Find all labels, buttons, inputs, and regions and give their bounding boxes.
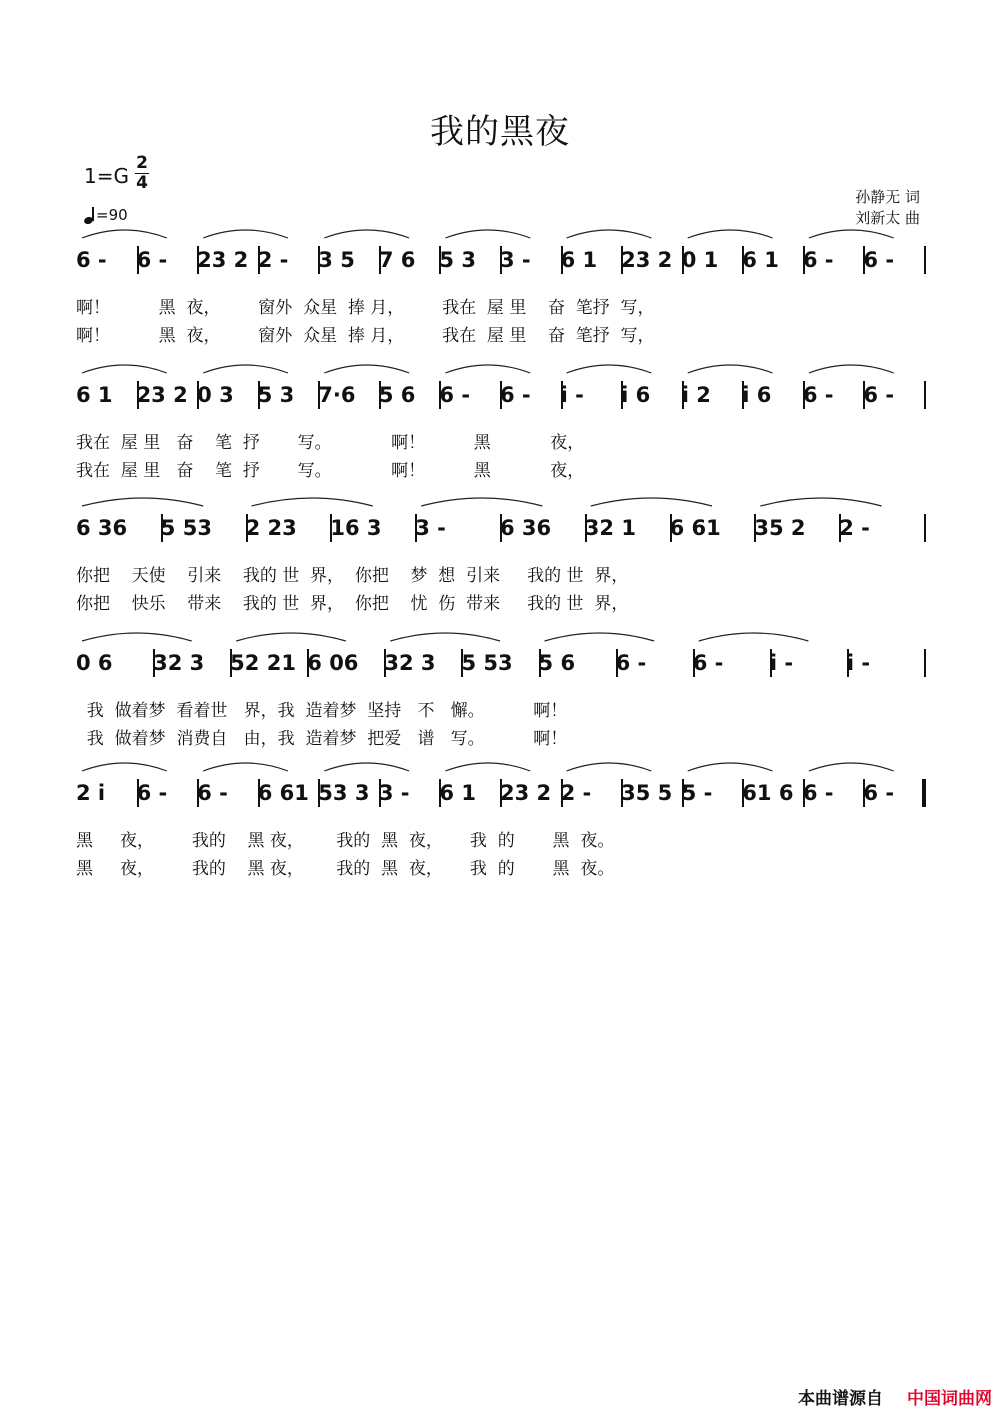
- measure-notes: 6 06: [307, 651, 359, 675]
- barline: [924, 381, 926, 409]
- source-site: 中国词曲网: [907, 1389, 992, 1409]
- notes-line: [76, 508, 924, 548]
- measure-notes: 6 1: [439, 781, 476, 805]
- measure: [461, 643, 538, 683]
- slur-arc: [688, 763, 773, 771]
- barline: [924, 514, 926, 542]
- lyric-line: 你把 快乐 带来 我的 世 界， 你把 忧 伤 带来 我的 世 界，: [76, 594, 629, 614]
- measure-notes: 0 3: [197, 383, 234, 407]
- measure-notes: 3 5: [318, 248, 355, 272]
- measure: [539, 643, 616, 683]
- measure: [76, 375, 137, 415]
- lyric-line: 你把 天使 引来 我的 世 界， 你把 梦 想 引来 我的 世 界，: [76, 566, 629, 586]
- measure-notes: 5 3: [439, 248, 476, 272]
- measure: [754, 508, 839, 548]
- measure-notes: 6 -: [802, 248, 834, 272]
- source-label: 本曲谱源自: [798, 1389, 883, 1409]
- slur-arc: [445, 365, 530, 373]
- measure-notes: 6 -: [76, 248, 107, 272]
- measure: [379, 773, 440, 813]
- measure-notes: 32 1: [584, 516, 636, 540]
- measure-notes: 6 1: [76, 383, 113, 407]
- lyricist: 孙静无 词: [855, 188, 920, 206]
- slur-arc: [82, 633, 192, 641]
- measure: [246, 508, 331, 548]
- measure-notes: 32 3: [153, 651, 205, 675]
- slur-arc: [445, 230, 530, 238]
- slur-arc: [390, 633, 500, 641]
- slur-arc: [445, 763, 530, 771]
- barline: [922, 779, 926, 807]
- measure: [500, 508, 585, 548]
- measure: [137, 773, 198, 813]
- measure-notes: 6 36: [76, 516, 128, 540]
- barline: [924, 649, 926, 677]
- slur-arc: [699, 633, 809, 641]
- measure-notes: 6 -: [615, 651, 647, 675]
- measure: [621, 773, 682, 813]
- measure: [561, 240, 622, 280]
- slur-arc: [203, 365, 288, 373]
- slur-arc: [567, 365, 652, 373]
- slur-arc: [203, 763, 288, 771]
- slur-arc: [236, 633, 346, 641]
- slur-arc: [82, 230, 167, 238]
- measure-notes: 52 21: [230, 651, 296, 675]
- measure-notes: 6 1: [742, 248, 779, 272]
- measure-notes: 5 53: [160, 516, 212, 540]
- score-system: [76, 643, 924, 753]
- score-system: [76, 240, 924, 350]
- measure: [439, 375, 500, 415]
- measure-notes: 6 -: [802, 781, 834, 805]
- measure: [742, 773, 803, 813]
- measure-notes: 0 6: [76, 651, 113, 675]
- measure-notes: 2 -: [257, 248, 289, 272]
- measure: [500, 773, 561, 813]
- measure: [307, 643, 384, 683]
- lyric-line: 我在 屋 里 奋 笔 抒 写。 啊！ 黑 夜，: [76, 433, 585, 453]
- lyric-line: 我 做着梦 看着世 界，我 造着梦 坚持 不 懈。 啊！: [76, 701, 568, 721]
- measure: [258, 240, 319, 280]
- measure: [137, 375, 198, 415]
- measure-notes: 7·6: [318, 383, 356, 407]
- measure: [670, 508, 755, 548]
- measure-notes: 32 3: [384, 651, 436, 675]
- measure-notes: 6 -: [197, 781, 228, 805]
- notes-line: [76, 240, 924, 280]
- measure: [742, 240, 803, 280]
- slur-arc: [252, 498, 373, 506]
- measure: [621, 240, 682, 280]
- measure-notes: i -: [846, 651, 871, 675]
- measure: [742, 375, 803, 415]
- measure: [693, 643, 770, 683]
- slur-arc: [82, 365, 167, 373]
- measure-notes: 6 1: [560, 248, 598, 272]
- slur-arc: [688, 230, 773, 238]
- measure: [76, 508, 161, 548]
- measure-notes: 3 -: [378, 781, 410, 805]
- measure: [682, 773, 743, 813]
- measure: [76, 773, 137, 813]
- composer: 刘新太 曲: [855, 209, 920, 227]
- measure-notes: 6 -: [863, 248, 895, 272]
- measure: [682, 240, 743, 280]
- measure-notes: i -: [769, 651, 794, 675]
- lyric-line: 黑 夜， 我的 黑 夜， 我的 黑 夜， 我 的 黑 夜。: [76, 831, 615, 851]
- slur-marks: [76, 486, 924, 508]
- measure: [585, 508, 670, 548]
- measure-notes: 2 -: [839, 516, 870, 540]
- score-system: [76, 773, 924, 883]
- slur-arc: [324, 230, 409, 238]
- measure-notes: 5 6: [538, 651, 576, 675]
- measure: [863, 375, 924, 415]
- measure-notes: 6 61: [669, 516, 721, 540]
- slur-arc: [688, 365, 773, 373]
- measure-notes: 6 -: [439, 383, 471, 407]
- measure-notes: 23 2: [197, 248, 249, 272]
- measure: [863, 773, 924, 813]
- measure-notes: 2 -: [560, 781, 592, 805]
- measure: [847, 643, 924, 683]
- score-system: [76, 508, 924, 618]
- time-signature: [134, 154, 150, 193]
- tempo-value: =90: [96, 206, 128, 224]
- measure: [616, 643, 693, 683]
- measure-notes: 16 3: [330, 516, 382, 540]
- measure: [770, 643, 847, 683]
- slur-marks: [76, 751, 924, 773]
- measure: [197, 773, 258, 813]
- measure: [76, 240, 137, 280]
- meter-top: 2: [136, 153, 148, 173]
- measure: [803, 240, 864, 280]
- barline: [924, 246, 926, 274]
- measure: [839, 508, 924, 548]
- notes-line: [76, 643, 924, 683]
- measure-notes: 6 61: [257, 781, 309, 805]
- lyric-line: 我在 屋 里 奋 笔 抒 写。 啊！ 黑 夜，: [76, 461, 585, 481]
- measure-notes: 23 2: [136, 383, 188, 407]
- source-footer: [798, 1384, 992, 1409]
- measure-notes: i 6: [621, 383, 651, 407]
- measure: [230, 643, 307, 683]
- measure-notes: 6 -: [136, 248, 168, 272]
- measure: [682, 375, 743, 415]
- slur-marks: [76, 621, 924, 643]
- measure-notes: i 6: [742, 383, 772, 407]
- measure-notes: 3 -: [500, 248, 531, 272]
- lyric-line: 黑 夜， 我的 黑 夜， 我的 黑 夜， 我 的 黑 夜。: [76, 859, 615, 879]
- meter-bottom: 4: [136, 173, 148, 193]
- measure: [197, 375, 258, 415]
- measure: [439, 240, 500, 280]
- measure: [863, 240, 924, 280]
- measure: [258, 773, 319, 813]
- measure-notes: 3 -: [415, 516, 446, 540]
- measure-notes: 5 -: [681, 781, 713, 805]
- measure-notes: 2 23: [245, 516, 297, 540]
- measure-notes: 6 -: [863, 781, 895, 805]
- measure-notes: 23 2: [621, 248, 673, 272]
- measure: [379, 240, 440, 280]
- song-title: 我的黑夜: [430, 112, 570, 152]
- slur-arc: [809, 230, 894, 238]
- measure: [561, 375, 622, 415]
- measure: [561, 773, 622, 813]
- measure-notes: 61 6: [742, 781, 794, 805]
- measure-notes: 23 2: [500, 781, 552, 805]
- slur-arc: [82, 763, 167, 771]
- slur-arc: [545, 633, 655, 641]
- measure-notes: 35 2: [754, 516, 806, 540]
- measure: [415, 508, 500, 548]
- measure: [318, 240, 379, 280]
- measure-notes: 6 -: [692, 651, 724, 675]
- measure: [153, 643, 230, 683]
- measure-notes: 6 36: [500, 516, 552, 540]
- lyric-line: 啊！ 黑 夜， 窗外 众星 捧 月， 我在 屋 里 奋 笔抒 写，: [76, 326, 655, 346]
- score-system: [76, 375, 924, 485]
- lyric-line: 我 做着梦 消费自 由，我 造着梦 把爱 谱 写。 啊！: [76, 729, 568, 749]
- slur-arc: [324, 763, 409, 771]
- measure: [318, 773, 379, 813]
- measure: [500, 240, 561, 280]
- measure: [803, 375, 864, 415]
- measure: [258, 375, 319, 415]
- measure: [197, 240, 258, 280]
- measure: [76, 643, 153, 683]
- measure: [439, 773, 500, 813]
- measure-notes: 6 -: [136, 781, 168, 805]
- slur-marks: [76, 353, 924, 375]
- slur-arc: [324, 365, 409, 373]
- slur-arc: [203, 230, 288, 238]
- measure: [161, 508, 246, 548]
- slur-arc: [809, 763, 894, 771]
- slur-arc: [82, 498, 203, 506]
- measure: [379, 375, 440, 415]
- measure: [384, 643, 461, 683]
- slur-arc: [567, 763, 652, 771]
- key-signature: 1=G: [84, 164, 129, 188]
- measure: [500, 375, 561, 415]
- slur-arc: [591, 498, 712, 506]
- measure-notes: 5 53: [461, 651, 513, 675]
- measure-notes: i -: [560, 383, 584, 407]
- measure-notes: 2 i: [76, 781, 106, 805]
- measure: [330, 508, 415, 548]
- measure-notes: 5 3: [257, 383, 295, 407]
- measure: [621, 375, 682, 415]
- measure-notes: i 2: [681, 383, 711, 407]
- slur-arc: [567, 230, 652, 238]
- lyric-line: 啊！ 黑 夜， 窗外 众星 捧 月， 我在 屋 里 奋 笔抒 写，: [76, 298, 655, 318]
- measure: [318, 375, 379, 415]
- measure-notes: 53 3: [318, 781, 370, 805]
- measure-notes: 7 6: [378, 248, 416, 272]
- measure-notes: 35 5: [621, 781, 673, 805]
- notes-line: [76, 773, 924, 813]
- slur-arc: [809, 365, 894, 373]
- slur-arc: [760, 498, 881, 506]
- measure-notes: 6 -: [863, 383, 895, 407]
- measure-notes: 0 1: [681, 248, 719, 272]
- measure: [137, 240, 198, 280]
- measure: [803, 773, 864, 813]
- measure-notes: 6 -: [500, 383, 531, 407]
- measure-notes: 6 -: [802, 383, 834, 407]
- slur-marks: [76, 218, 924, 240]
- notes-line: [76, 375, 924, 415]
- slur-arc: [421, 498, 542, 506]
- measure-notes: 5 6: [378, 383, 416, 407]
